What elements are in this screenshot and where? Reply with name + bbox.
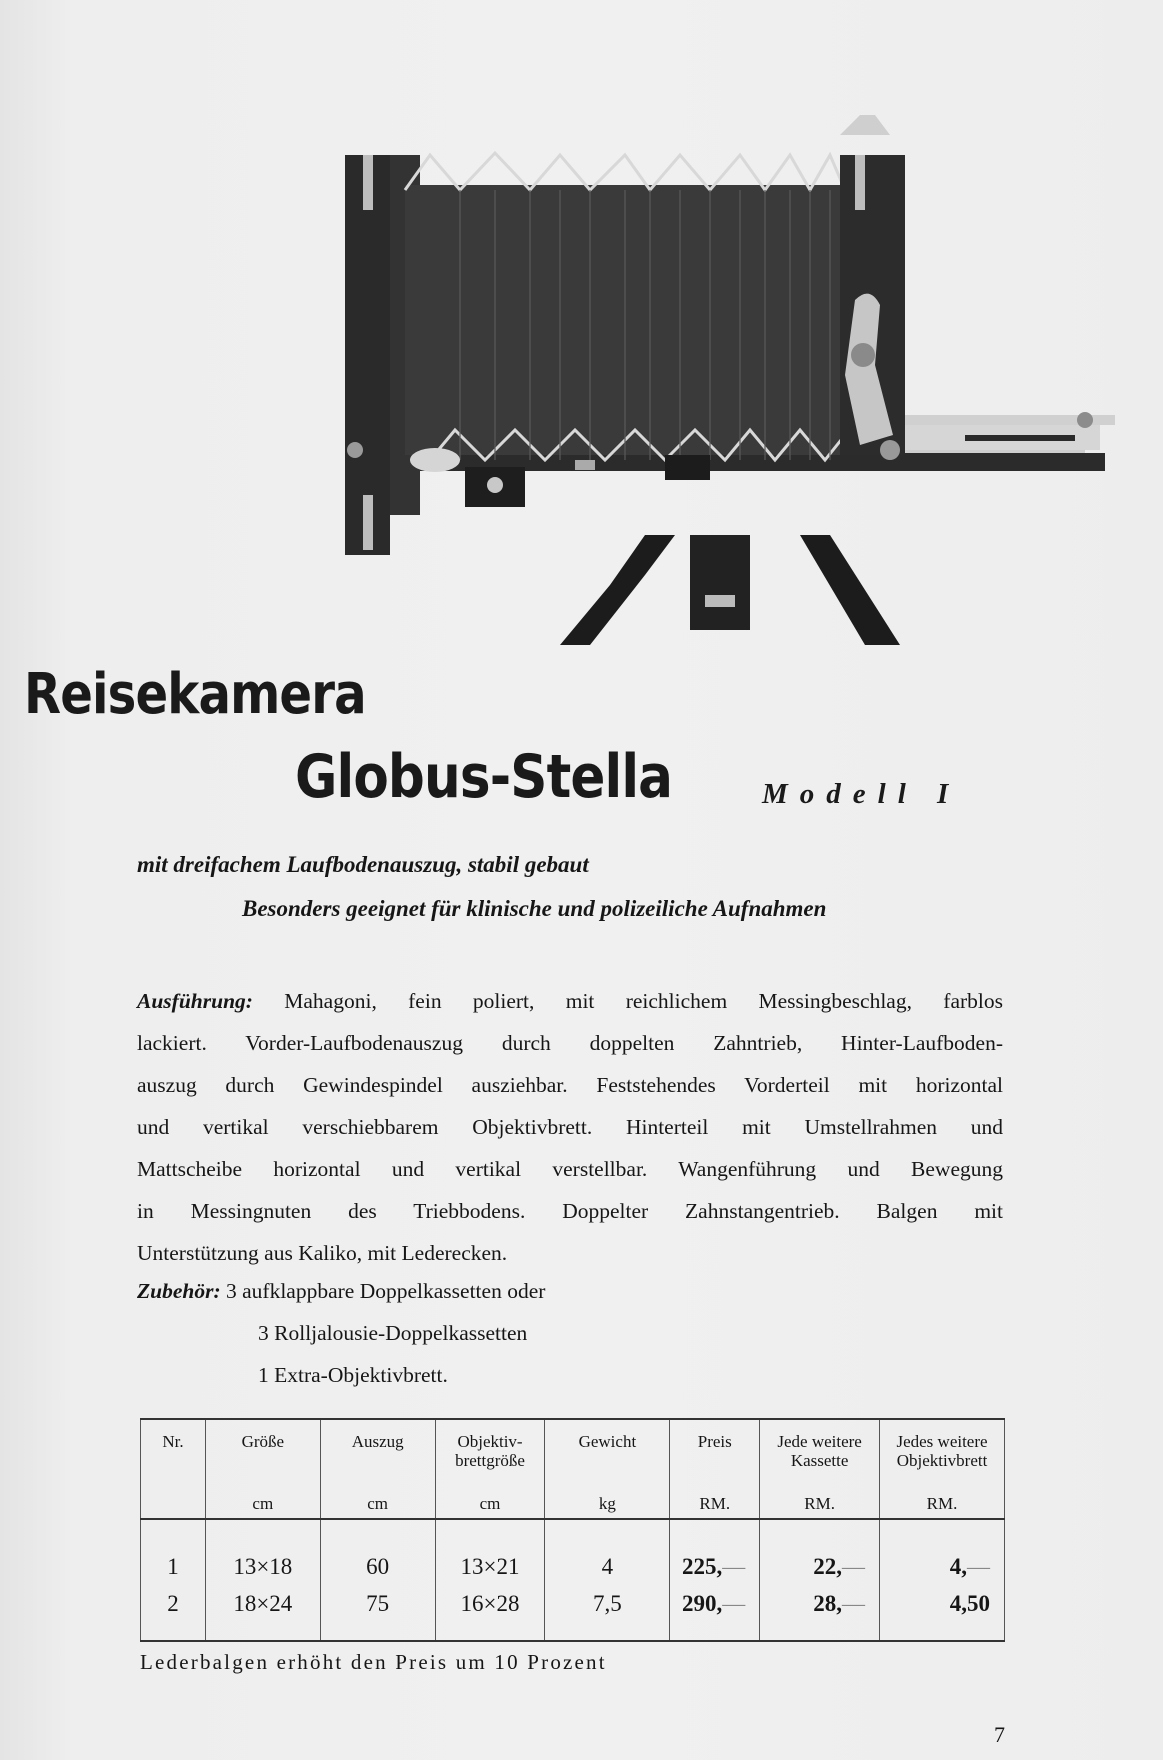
cell-extra-lensboard: 4,— [880, 1519, 1005, 1585]
cell-price: 290,— [670, 1585, 760, 1641]
spec-table [140, 1418, 1005, 1642]
cell-extra-lensboard: 4,50 [880, 1585, 1005, 1641]
header-cassette: Jede weitere Kassette [760, 1419, 880, 1484]
subtitle-1: mit dreifachem Laufbodenauszug, stabil gebaut [137, 852, 589, 877]
unit-lensboard: cm [435, 1484, 545, 1519]
table-row [141, 1519, 1005, 1585]
unit-extension: cm [320, 1484, 435, 1519]
cell-cassette: 28,— [760, 1585, 880, 1641]
description-line: auszug durch Gewindespindel ausziehbar. Feststehendes Vorderteil mit horizontal [137, 1073, 1003, 1097]
accessory-item: 1 Extra-Objektivbrett. [258, 1363, 448, 1387]
description-line: Ausführung: Mahagoni, fein poliert, mit reichlichem Messingbeschlag, farblos [137, 989, 1003, 1013]
title-line-1: Reisekamera [24, 662, 366, 727]
unit-price: RM. [670, 1484, 760, 1519]
footnote: Lederbalgen erhöht den Preis um 10 Prozent [140, 1650, 607, 1674]
title-line-2: Globus-Stella [295, 742, 673, 812]
page-number: 7 [994, 1722, 1005, 1747]
description-label: Ausführung: [137, 989, 253, 1013]
cell-extension: 75 [320, 1585, 435, 1641]
cell-lensboard: 16×28 [435, 1585, 545, 1641]
cell-lensboard: 13×21 [435, 1519, 545, 1585]
unit-size: cm [205, 1484, 320, 1519]
cell-weight: 4 [545, 1519, 670, 1585]
camera-illustration [345, 115, 1115, 645]
description-line: Unterstützung aus Kaliko, mit Lederecken. [137, 1241, 508, 1265]
accessory-item: Zubehör: 3 aufklappbare Doppelkassetten oder [137, 1279, 546, 1303]
header-lensboard: Objektiv- brettgröße [435, 1419, 545, 1484]
description-line: und vertikal verschiebbarem Objektivbrett. Hinterteil mit Umstellrahmen und [137, 1115, 1003, 1139]
accessory-item: 3 Rolljalousie-Doppelkassetten [258, 1321, 528, 1345]
model-label: Modell I [762, 778, 961, 810]
cell-nr: 1 [141, 1519, 206, 1585]
description-paragraph [137, 980, 1003, 1274]
description-line: in Messingnuten des Triebbodens. Doppelter Zahnstangentrieb. Balgen mit [137, 1199, 1003, 1223]
header-price: Preis [670, 1419, 760, 1484]
accessories-label: Zubehör: [137, 1279, 221, 1303]
unit-weight: kg [545, 1484, 670, 1519]
description-line: Mattscheibe horizontal und vertikal verstellbar. Wangenführung und Bewegung [137, 1157, 1003, 1181]
header-size: Größe [205, 1419, 320, 1484]
cell-price: 225,— [670, 1519, 760, 1585]
accessories-list [137, 1270, 545, 1396]
cell-nr: 2 [141, 1585, 206, 1641]
subtitle-2: Besonders geeignet für klinische und polizeiliche Aufnahmen [242, 896, 827, 921]
table-row [141, 1585, 1005, 1641]
description-line: lackiert. Vorder-Laufbodenauszug durch doppelten Zahntrieb, Hinter-Laufboden- [137, 1031, 1003, 1055]
cell-size: 13×18 [205, 1519, 320, 1585]
header-extra-lensboard: Jedes weitere Objektivbrett [880, 1419, 1005, 1484]
unit-nr [141, 1484, 206, 1519]
cell-cassette: 22,— [760, 1519, 880, 1585]
header-extension: Auszug [320, 1419, 435, 1484]
header-nr: Nr. [141, 1419, 206, 1484]
unit-cassette: RM. [760, 1484, 880, 1519]
header-weight: Gewicht [545, 1419, 670, 1484]
cell-extension: 60 [320, 1519, 435, 1585]
unit-extra-lensboard: RM. [880, 1484, 1005, 1519]
cell-weight: 7,5 [545, 1585, 670, 1641]
cell-size: 18×24 [205, 1585, 320, 1641]
